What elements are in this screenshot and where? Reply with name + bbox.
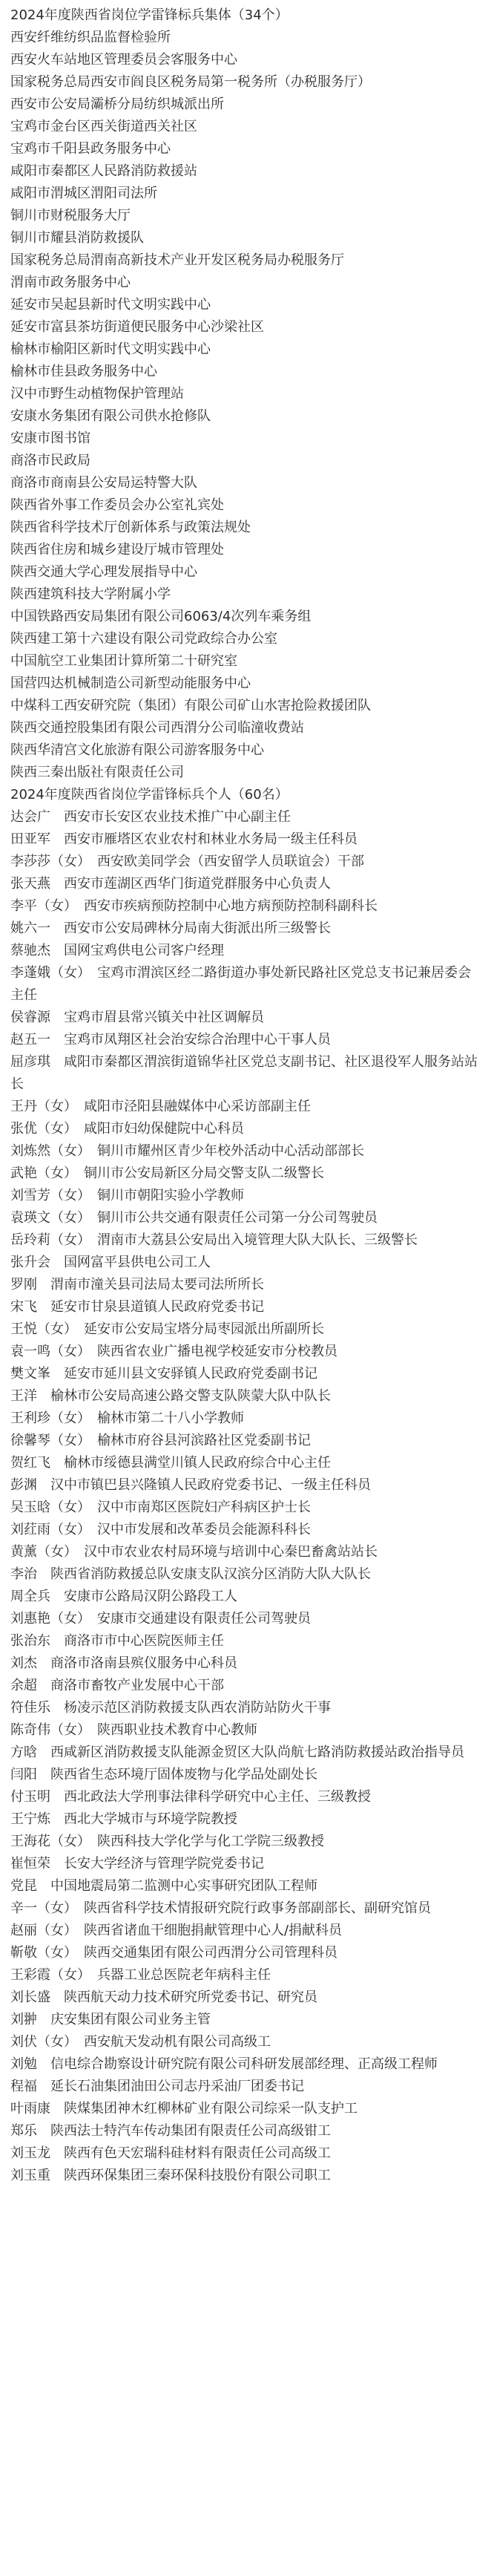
collective-item: 铜川市耀县消防救援队 xyxy=(10,230,144,246)
individual-item: 刘惠艳（女） 安康市交通建设有限责任公司驾驶员 xyxy=(10,1611,311,1627)
individual-item: 刘杰 商洛市洛南县殡仪服务中心科员 xyxy=(10,1655,237,1671)
individual-item: 王洋 榆林市公安局高速公路交警支队陕蒙大队中队长 xyxy=(10,1388,331,1404)
individual-item: 刘炼然（女） 铜川市耀州区青少年校外活动中心活动部部长 xyxy=(10,1143,364,1159)
individual-item: 袁瑛文（女） 铜川市公共交通有限责任公司第一分公司驾驶员 xyxy=(10,1210,378,1226)
collective-item: 榆林市榆阳区新时代文明实践中心 xyxy=(10,341,211,357)
individual-item: 李蓬娥（女） 宝鸡市渭滨区经二路街道办事处新民路社区党总支书记兼居委会主任 xyxy=(10,965,471,1003)
individual-item: 刘长盛 陕西航天动力技术研究所党委书记、研究员 xyxy=(10,1990,317,2005)
collective-item: 国家税务总局渭南高新技术产业开发区税务局办税服务厅 xyxy=(10,252,344,268)
individual-item: 彭渊 汉中市镇巴县兴隆镇人民政府党委书记、一级主任科员 xyxy=(10,1477,371,1493)
individual-item: 靳敬（女） 陕西交通集团有限公司西渭分公司管理科员 xyxy=(10,1945,337,1961)
individual-item: 刘雪芳（女） 铜川市朝阳实验小学教师 xyxy=(10,1188,244,1203)
individual-item: 崔恒荣 长安大学经济与管理学院党委书记 xyxy=(10,1856,264,1871)
collective-item: 咸阳市秦都区人民路消防救援站 xyxy=(10,163,197,179)
collective-item: 渭南市政务服务中心 xyxy=(10,275,131,290)
individual-item: 赵五一 宝鸡市凤翔区社会治安综合治理中心干事人员 xyxy=(10,1032,331,1047)
individual-item: 王宁炼 西北大学城市与环境学院教授 xyxy=(10,1811,237,1827)
collective-item: 延安市富县茶坊街道便民服务中心沙梁社区 xyxy=(10,319,264,335)
individual-item: 袁一鸣（女） 陕西省农业广播电视学校延安市分校教员 xyxy=(10,1344,337,1359)
individual-item: 张升会 国网富平县供电公司工人 xyxy=(10,1255,211,1270)
collective-item: 宝鸡市千阳县政务服务中心 xyxy=(10,141,171,157)
individual-item: 张优（女） 咸阳市妇幼保健院中心科员 xyxy=(10,1121,244,1137)
collective-item: 西安市公安局灞桥分局纺织城派出所 xyxy=(10,97,224,112)
collective-item: 陕西交通大学心理发展指导中心 xyxy=(10,564,197,580)
collective-item: 国营四达机械制造公司新型动能服务中心 xyxy=(10,676,251,691)
collective-item: 陕西华清宫文化旅游有限公司游客服务中心 xyxy=(10,742,264,758)
individual-item: 蔡驰杰 国网宝鸡供电公司客户经理 xyxy=(10,943,224,958)
individual-item: 郑乐 陕西法士特汽车传动集团有限责任公司高级钳工 xyxy=(10,2123,331,2139)
individual-item: 王丹（女） 咸阳市泾阳县融媒体中心采访部副主任 xyxy=(10,1099,311,1114)
collectives-title: 2024年度陕西省岗位学雷锋标兵集体（34个） xyxy=(10,7,289,23)
individual-item: 刘玉重 陕西环保集团三秦环保科技股份有限公司职工 xyxy=(10,2168,331,2183)
individual-item: 周全兵 安康市公路局汉阴公路段工人 xyxy=(10,1589,237,1604)
individual-item: 姚六一 西安市公安局碑林分局南大街派出所三级警长 xyxy=(10,921,331,936)
collective-item: 国家税务总局西安市阎良区税务局第一税务所（办税服务厅） xyxy=(10,74,371,90)
collective-item: 铜川市财税服务大厅 xyxy=(10,208,131,223)
collective-item: 西安纤维纺织品监督检验所 xyxy=(10,30,171,45)
individual-item: 刘玉龙 陕西有色天宏瑞科硅材料有限责任公司高级工 xyxy=(10,2145,331,2161)
collective-item: 咸阳市渭城区渭阳司法所 xyxy=(10,186,157,201)
individual-item: 刘勉 信电综合勘察设计研究院有限公司科研发展部经理、正高级工程师 xyxy=(10,2056,438,2072)
individual-item: 武艳（女） 铜川市公安局新区分局交警支队二级警长 xyxy=(10,1166,324,1181)
individual-item: 陈奇伟（女） 陕西职业技术教育中心教师 xyxy=(10,1722,257,1738)
collective-item: 陕西省外事工作委员会办公室礼宾处 xyxy=(10,497,224,513)
collective-item: 西安火车站地区管理委员会客服务中心 xyxy=(10,52,237,68)
individual-item: 刘翀 庆安集团有限公司业务主管 xyxy=(10,2012,211,2027)
individual-item: 侯睿源 宝鸡市眉县常兴镇关中社区调解员 xyxy=(10,1010,264,1025)
individual-item: 张天燕 西安市莲湖区西华门街道党群服务中心负责人 xyxy=(10,876,331,892)
individual-item: 黄薰（女） 汉中市农业农村局环境与培训中心秦巴畜禽站站长 xyxy=(10,1544,378,1560)
individual-item: 赵丽（女） 陕西省诸血干细胞捐献管理中心人/捐献科员 xyxy=(10,1923,343,1938)
individual-item: 王悦（女） 延安市公安局宝塔分局枣园派出所副所长 xyxy=(10,1321,324,1337)
individual-item: 罗刚 渭南市潼关县司法局太要司法所所长 xyxy=(10,1277,264,1292)
individual-item: 辛一（女） 陕西省科学技术情报研究院行政事务部副部长、副研究馆员 xyxy=(10,1900,431,1916)
individual-item: 符佳乐 杨凌示范区消防救援支队西农消防站防火干事 xyxy=(10,1700,331,1716)
collective-item: 陕西建工第十六建设有限公司党政综合办公室 xyxy=(10,631,277,647)
individual-item: 王彩霞（女） 兵器工业总医院老年病科主任 xyxy=(10,1967,271,1983)
individuals-list xyxy=(10,806,481,2187)
individual-item: 李莎莎（女） 西安欧美同学会（西安留学人员联谊会）干部 xyxy=(10,854,364,869)
collective-item: 陕西交通控股集团有限公司西渭分公司临潼收费站 xyxy=(10,720,304,736)
collective-item: 中煤科工西安研究院（集团）有限公司矿山水害抢险救援团队 xyxy=(10,698,371,713)
collective-item: 延安市吴起县新时代文明实践中心 xyxy=(10,297,211,313)
individual-item: 李治 陕西省消防救援总队安康支队汉滨分区消防大队大队长 xyxy=(10,1566,371,1582)
individual-item: 达会广 西安市长安区农业技术推广中心副主任 xyxy=(10,809,291,825)
individual-item: 方晗 西咸新区消防救援支队能源金贸区大队尚航七路消防救援站政治指导员 xyxy=(10,1745,464,1760)
collective-item: 榆林市佳县政务服务中心 xyxy=(10,364,157,379)
individual-item: 刘荭雨（女） 汉中市发展和改革委员会能源科科长 xyxy=(10,1522,311,1537)
collective-item: 陕西省科学技术厅创新体系与政策法规处 xyxy=(10,520,251,535)
collective-item: 安康市图书馆 xyxy=(10,431,90,446)
individual-item: 张治东 商洛市市中心医院医师主任 xyxy=(10,1633,224,1649)
individual-item: 余超 商洛市畜牧产业发展中心干部 xyxy=(10,1678,224,1693)
individual-item: 宋飞 延安市甘泉县道镇人民政府党委书记 xyxy=(10,1299,264,1315)
collective-item: 商洛市商南县公安局运特警大队 xyxy=(10,475,197,491)
individual-item: 刘伏（女） 西安航天发动机有限公司高级工 xyxy=(10,2034,271,2050)
individual-item: 叶雨康 陕煤集团神木红柳林矿业有限公司综采一队支护工 xyxy=(10,2101,357,2116)
collective-item: 商洛市民政局 xyxy=(10,453,90,468)
individual-item: 付玉明 西北政法大学刑事法律科学研究中心主任、三级教授 xyxy=(10,1789,371,1805)
individual-item: 樊文峯 延安市延川县文安驿镇人民政府党委副书记 xyxy=(10,1366,317,1382)
individual-item: 王海花（女） 陕西科技大学化学与化工学院三级教授 xyxy=(10,1834,324,1849)
collective-item: 安康水务集团有限公司供水抢修队 xyxy=(10,408,211,424)
collective-item: 宝鸡市金台区西关街道西关社区 xyxy=(10,119,197,134)
individual-item: 党昆 中国地震局第二监测中心实事研究团队工程师 xyxy=(10,1878,317,1894)
collective-item: 汉中市野生动植物保护管理站 xyxy=(10,386,184,402)
individual-item: 屈彦琪 咸阳市秦都区渭滨街道锦华社区党总支副书记、社区退役军人服务站站长 xyxy=(10,1054,478,1092)
individual-item: 吴玉晗（女） 汉中市南郑区医院妇产科病区护士长 xyxy=(10,1500,311,1515)
collective-item: 中国航空工业集团计算所第二十研究室 xyxy=(10,653,237,669)
collective-item: 中国铁路西安局集团有限公司6063/4次列车乘务组 xyxy=(10,609,312,624)
collectives-list xyxy=(10,27,481,784)
individual-item: 岳玲莉（女） 渭南市大荔县公安局出入境管理大队大队长、三级警长 xyxy=(10,1232,418,1248)
individual-item: 王利珍（女） 榆林市第二十八小学教师 xyxy=(10,1410,244,1426)
individual-item: 闫阳 陕西省生态环境厅固体废物与化学品处副处长 xyxy=(10,1767,317,1782)
individual-item: 徐馨琴（女） 榆林市府谷县河滨路社区党委副书记 xyxy=(10,1433,311,1448)
individuals-title: 2024年度陕西省岗位学雷锋标兵个人（60名） xyxy=(10,787,289,802)
individual-item: 田亚军 西安市雁塔区农业农村和林业水务局一级主任科员 xyxy=(10,831,357,847)
individual-item: 李平（女） 西安市疾病预防控制中心地方病预防控制科副科长 xyxy=(10,898,378,914)
collective-item: 陕西建筑科技大学附属小学 xyxy=(10,586,171,602)
individual-item: 贺红飞 榆林市绥德县满堂川镇人民政府综合中心主任 xyxy=(10,1455,331,1471)
individual-item: 程福 延长石油集团油田公司志丹采油厂团委书记 xyxy=(10,2079,304,2094)
collective-item: 陕西三秦出版社有限责任公司 xyxy=(10,765,184,780)
collective-item: 陕西省住房和城乡建设厅城市管理处 xyxy=(10,542,224,558)
